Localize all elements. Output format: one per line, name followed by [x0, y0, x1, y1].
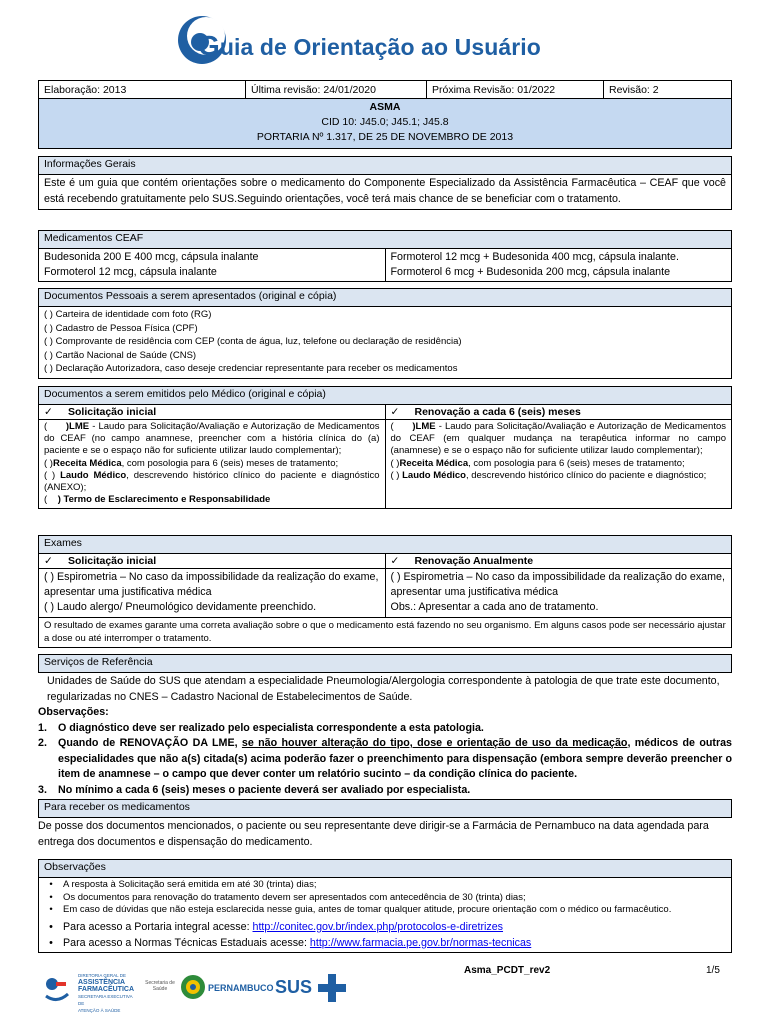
services-text: Unidades de Saúde do SUS que atendam a especialidade Pneumologia/Alergologia correspondente à patologia de que trate este documento, regularizadas no CNES – Cadastro Nacional de Estabelecimentos de Saúde. — [47, 675, 720, 703]
section-title: Documentos Pessoais a serem apresentados (original e cópia) — [38, 288, 732, 307]
obs-bullet: • Os documentos para renovação do tratamento devem ser apresentados com antecedência de 30 (trinta) dias; — [39, 892, 726, 905]
portaria-link[interactable]: http://conitec.gov.br/index.php/protocolos-e-diretrizes — [252, 920, 504, 933]
meta-table — [38, 80, 732, 149]
section-meds — [38, 230, 732, 282]
bullet-icon: • — [49, 920, 53, 933]
med-item: Formoterol 12 mcg + Budesonida 400 mcg, cápsula inalante. — [390, 251, 679, 263]
logo-pernambuco — [180, 974, 206, 1003]
receita-text: , com posologia para 6 (seis) meses de tratamento; — [121, 457, 339, 469]
obs-bullet: • Para acesso a Normas Técnicas Estaduais acesse: http://www.farmacia.pe.gov.br/normas-tecnicas — [39, 935, 726, 951]
doc-item: ( ) Declaração Autorizadora, caso deseje credenciar representante para receber os medicamentos — [44, 363, 458, 374]
receita-label: Receita Médica — [399, 457, 469, 469]
check-icon: ✓ — [44, 406, 53, 418]
exam-item: Obs.: Apresentar a cada ano de tratamento. — [390, 601, 599, 613]
revisao: Revisão: 2 — [604, 81, 732, 99]
doc-item: ( ) Cadastro de Pessoa Física (CPF) — [44, 322, 198, 334]
section-title: Serviços de Referência — [38, 654, 732, 673]
bullet-icon: • — [49, 936, 53, 949]
section-services — [38, 654, 732, 798]
laudo-text: , descrevendo histórico clínico do paciente e diagnóstico (ANEXO); — [44, 469, 380, 494]
page-number: 1/5 — [706, 965, 720, 976]
doc-item: ( ) Comprovante de residência com CEP (conta de água, luz, telefone ou declaração de residência) — [44, 336, 462, 347]
obs-bullet: • Em caso de dúvidas que não esteja esclarecida nesse guia, antes de tomar qualquer atitude, procure orientação com o médico ou farmacêutico. — [39, 904, 726, 917]
sus-text: SUS — [275, 977, 313, 997]
exam-note: O resultado de exames garante uma correta avaliação sobre o que o medicamento está fazendo no seu organismo. Em alguns casos pode ser necessário ajustar a dose ou até interromper o tratamento. — [38, 618, 732, 648]
section-title: Exames — [38, 535, 732, 554]
lme-text: - Laudo para Solicitação/Avaliação e Autorização de Medicamentos do CEAF (em qualquer mudança na terapêutica informar no campo (anamnese) e se o espaço não for suficiente utilizar laudo complementar); — [390, 421, 726, 457]
check-icon: ✓ — [44, 555, 53, 567]
proxima-revisao: Próxima Revisão: 01/2022 — [427, 81, 604, 99]
section-title: Documentos a serem emitidos pelo Médico (original e cópia) — [38, 386, 732, 405]
obs-item: 2. Quando de RENOVAÇÃO DA LME, se não houver alteração do tipo, dose e orientação de uso da medicação, médicos de outras especialidades que não a(s) citada(s) acima poderão fazer o preenchimento para dispensação (embora sempre deverão preencher o item de anamnese – o campo que dever conter um relatório sucinto – da condição clínica do paciente. — [38, 737, 733, 780]
receive-text: De posse dos documentos mencionados, o paciente ou seu representante deve dirigir-se a Farmácia de Pernambuco na data agendada para entrega dos documentos e dispensação do medicamento. — [38, 820, 709, 848]
elaboracao: Elaboração: 2013 — [39, 81, 246, 99]
info-text: Este é um guia que contém orientações sobre o medicamento do Componente Especializado da Assistência Farmacêutica – CEAF que você está recebendo gratuitamente pelo SUS.Seguindo orientações, você terá mais chance de se beneficiar com o tratamento. — [38, 175, 732, 210]
exam-item: ( ) Espirometria – No caso da impossibilidade da realização do exame, apresentar uma justificativa médica — [390, 571, 725, 598]
page-title — [198, 30, 541, 62]
receita-label: Receita Médica — [52, 457, 122, 469]
obs-bullet: • Para acesso a Portaria integral acesse: http://conitec.gov.br/index.php/protocolos-e-diretrizes — [39, 919, 726, 935]
bullet-icon: • — [49, 891, 53, 903]
lme-text: - Laudo para Solicitação/Avaliação e Autorização de Medicamentos do CEAF (no campo anamnese, preencher com a história clínica do (a) paciente e se o espaço não for suficiente utilizar laudo complementar); — [44, 421, 380, 457]
title-initial: G — [198, 30, 220, 61]
lme-label: )LME — [65, 421, 90, 432]
title-rest: uia de Orientação ao Usuário — [219, 34, 541, 60]
bullet-icon: • — [49, 904, 53, 915]
laudo-label: Laudo Médico — [402, 469, 466, 481]
exam-item: ( ) Laudo alergo/ Pneumológico devidamente preenchido. — [44, 601, 317, 613]
doc-code: Asma_PCDT_rev2 — [464, 965, 551, 976]
exam-item: ( ) Espirometria – No caso da impossibilidade da realização do exame, apresentar uma justificativa médica — [44, 571, 379, 598]
sus-cross — [317, 973, 347, 1006]
portaria: PORTARIA Nº 1.317, DE 25 DE NOVEMBRO DE 2013 — [256, 131, 514, 143]
pharmacy-logo-icon — [42, 974, 72, 1004]
section-receive — [38, 799, 732, 850]
ultima-revisao: Última revisão: 24/01/2020 — [246, 81, 427, 99]
laudo-text: , descrevendo histórico clínico do paciente e diagnóstico; — [465, 469, 707, 481]
section-personal-docs — [38, 288, 732, 379]
pernambuco-text: PERNAMBUCO — [208, 983, 274, 993]
obs-item: 1. O diagnóstico deve ser realizado pelo especialista correspondente a esta patologia. — [38, 721, 484, 734]
termo-label: ) Termo de Esclarecimento e Responsabilidade — [57, 494, 271, 506]
obs-title: Observações: — [38, 706, 109, 718]
section-exams — [38, 535, 732, 648]
cid-codes: CID 10: J45.0; J45.1; J45.8 — [321, 116, 449, 128]
section-title: Para receber os medicamentos — [38, 799, 732, 818]
laudo-label: Laudo Médico — [60, 469, 127, 481]
obs-bullet: • A resposta à Solicitação será emitida em até 30 (trinta) dias; — [39, 879, 726, 892]
bullet-icon: • — [49, 879, 53, 890]
med-item: Formoterol 12 mcg, cápsula inalante — [44, 265, 217, 278]
col-header: Solicitação inicial — [68, 406, 157, 418]
logo-secretaria: Secretaria de Saúde — [145, 980, 175, 992]
obs-item: 3. No mínimo a cada 6 (seis) meses o paciente deverá ser avaliado por especialista. — [38, 783, 471, 796]
med-item: Formoterol 6 mcg + Budesonida 200 mcg, cápsula inalante — [390, 265, 671, 278]
sus-cross-icon — [317, 973, 347, 1003]
col-header: Renovação a cada 6 (seis) meses — [414, 406, 581, 418]
section-doctor-docs: Documentos a serem emitidos pelo Médico (original e cópia) ✓ Solicitação inicial ( )LME - Laudo para Solicitação/Avaliação e Autorização de Medicamentos do CEAF (no campo anamnese, preencher com a história clínica do (a) paciente e se o espaço não for suficiente utilizar laudo complementar); ( )Receita Médica, com posologia para 6 (seis) meses de tratamento; ( ) Laudo Médico, descrevendo histórico clínico do paciente e diagnóstico (ANEXO); ( ) Termo de Esclarecimento e Responsabilidade ✓ Renovação a cada 6 (seis) meses ( )LME - Laudo para Solicitação/Avaliação e Autorização de Medicamentos do CEAF (em qualquer mudança na terapêutica informar no campo (anamnese) e se o espaço não for suficiente utilizar laudo complementar); ( )Receita Médica, com posologia para 6 (seis) meses de tratamento; ( ) Laudo Médico, descrevendo histórico clínico do paciente e diagnóstico; — [38, 386, 732, 509]
disease-name: ASMA — [369, 101, 401, 113]
section-title: Informações Gerais — [38, 156, 732, 175]
lme-label: )LME — [412, 421, 436, 432]
section-observations — [38, 859, 732, 953]
med-item: Budesonida 200 E 400 mcg, cápsula inalante — [44, 251, 259, 263]
pernambuco-seal-icon — [180, 974, 206, 1000]
normas-link[interactable]: http://www.farmacia.pe.gov.br/normas-tecnicas — [309, 936, 532, 949]
section-title: Observações — [38, 859, 732, 878]
check-icon: ✓ — [390, 555, 400, 567]
receita-text: , com posologia para 6 (seis) meses de tratamento; — [468, 457, 685, 469]
section-info — [38, 156, 732, 210]
section-title: Medicamentos CEAF — [38, 230, 732, 249]
check-icon: ✓ — [390, 406, 400, 418]
doc-item: ( ) Carteira de identidade com foto (RG) — [44, 309, 212, 320]
col-header: Renovação Anualmente — [414, 555, 534, 567]
doc-item: ( ) Cartão Nacional de Saúde (CNS) — [44, 349, 197, 361]
col-header: Solicitação inicial — [68, 555, 157, 567]
